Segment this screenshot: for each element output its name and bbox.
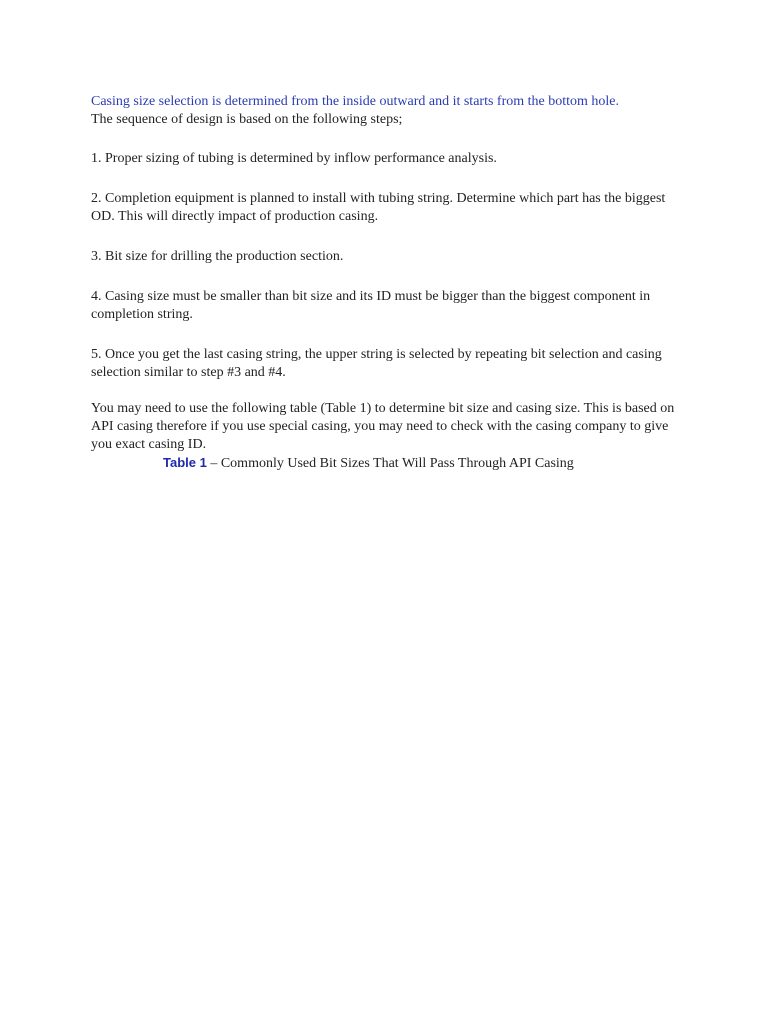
intro-highlight: Casing size selection is determined from the inside outward and it starts from the bottom hole. <box>91 94 619 109</box>
table-caption-text: – Commonly Used Bit Sizes That Will Pass Through API Casing <box>206 456 574 471</box>
intro-paragraph <box>91 93 691 129</box>
step-5: 5. Once you get the last casing string, the upper string is selected by repeating bit selection and casing selection similar to step #3 and #4. <box>91 347 662 380</box>
table-caption <box>91 454 691 473</box>
step-3: 3. Bit size for drilling the production section. <box>91 249 344 264</box>
step-2: 2. Completion equipment is planned to install with tubing string. Determine which part has the biggest OD. This will directly impact of production casing. <box>91 191 666 224</box>
document-body <box>91 93 691 473</box>
step-4: 4. Casing size must be smaller than bit size and its ID must be bigger than the biggest component in completion string. <box>91 289 651 322</box>
step-1: 1. Proper sizing of tubing is determined by inflow performance analysis. <box>91 151 497 166</box>
intro-text: The sequence of design is based on the following steps; <box>91 112 403 127</box>
table-caption-label: Table 1 <box>163 455 207 470</box>
table-note-paragraph: You may need to use the following table (Table 1) to determine bit size and casing size. This is based on API casing therefore if you use special casing, you may need to check with the casing company to give you exact casing ID. <box>91 401 675 452</box>
